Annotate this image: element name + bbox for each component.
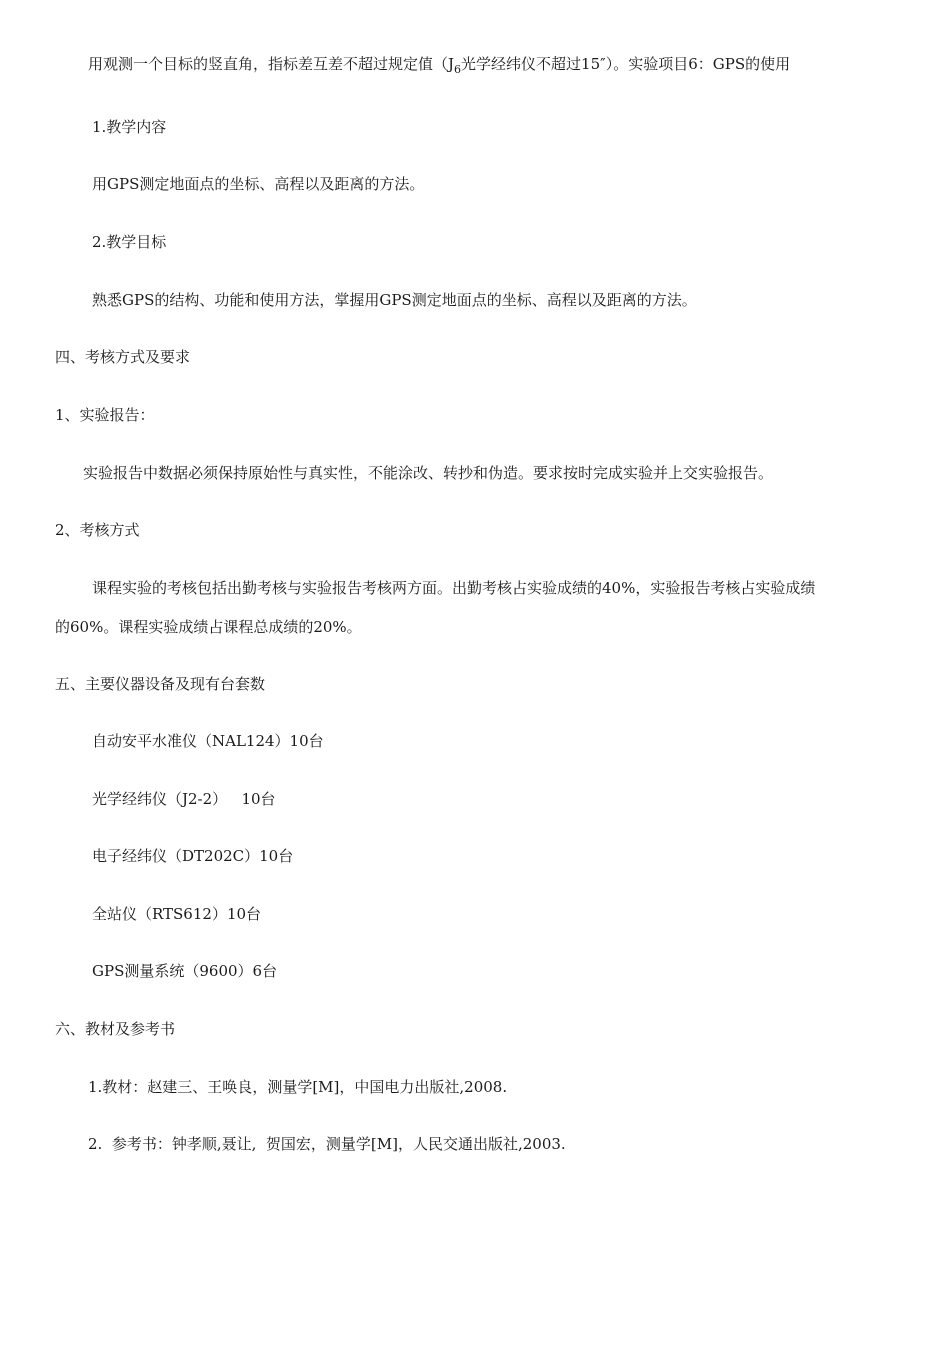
section4-sub2-title: 2、考核方式: [55, 521, 140, 539]
section4-title: 四、考核方式及要求: [55, 348, 191, 366]
equipment-item: 全站仪（RTS612）10台: [92, 905, 262, 923]
equipment-item: 自动安平水准仪（NAL124）10台: [92, 732, 324, 750]
section4-sub2-text-line2: 的60%。课程实验成绩占课程总成绩的20%。: [55, 618, 362, 636]
intro-line: [88, 54, 790, 76]
equipment-item: GPS测量系统（9600）6台: [92, 962, 278, 980]
section4-sub1-text: 实验报告中数据必须保持原始性与真实性，不能涂改、转抄和伪造。要求按时完成实验并上交实验报告。: [83, 464, 774, 482]
equipment-item: 电子经纬仪（DT202C）10台: [92, 847, 294, 865]
teaching-goal-text: 熟悉GPS的结构、功能和使用方法，掌握用GPS测定地面点的坐标、高程以及距离的方法。: [92, 291, 697, 309]
intro-prefix: 用观测一个目标的竖直角，指标差互差不超过规定值（J: [88, 55, 455, 73]
intro-suffix: 光学经纬仪不超过15″）。实验项目6：GPS的使用: [461, 55, 791, 73]
reference-item: 1.教材：赵建三、王唤良，测量学[M]，中国电力出版社,2008.: [88, 1078, 508, 1096]
section4-sub2-text-line1: 课程实验的考核包括出勤考核与实验报告考核两方面。出勤考核占实验成绩的40%，实验报告考核占实验成绩: [92, 579, 816, 597]
equipment-item: 光学经纬仪（J2-2） 10台: [92, 790, 276, 808]
section5-title: 五、主要仪器设备及现有台套数: [55, 675, 266, 693]
reference-item: 2. 参考书：钟孝顺,聂让, 贺国宏，测量学[M]，人民交通出版社,2003.: [88, 1135, 566, 1153]
section6-title: 六、教材及参考书: [55, 1020, 176, 1038]
teaching-content-text: 用GPS测定地面点的坐标、高程以及距离的方法。: [92, 175, 425, 193]
section4-sub1-title: 1、实验报告：: [55, 406, 155, 424]
intro-subscript: 6: [454, 63, 462, 76]
teaching-goal-heading: 2.教学目标: [92, 233, 167, 251]
teaching-content-heading: 1.教学内容: [92, 118, 167, 136]
